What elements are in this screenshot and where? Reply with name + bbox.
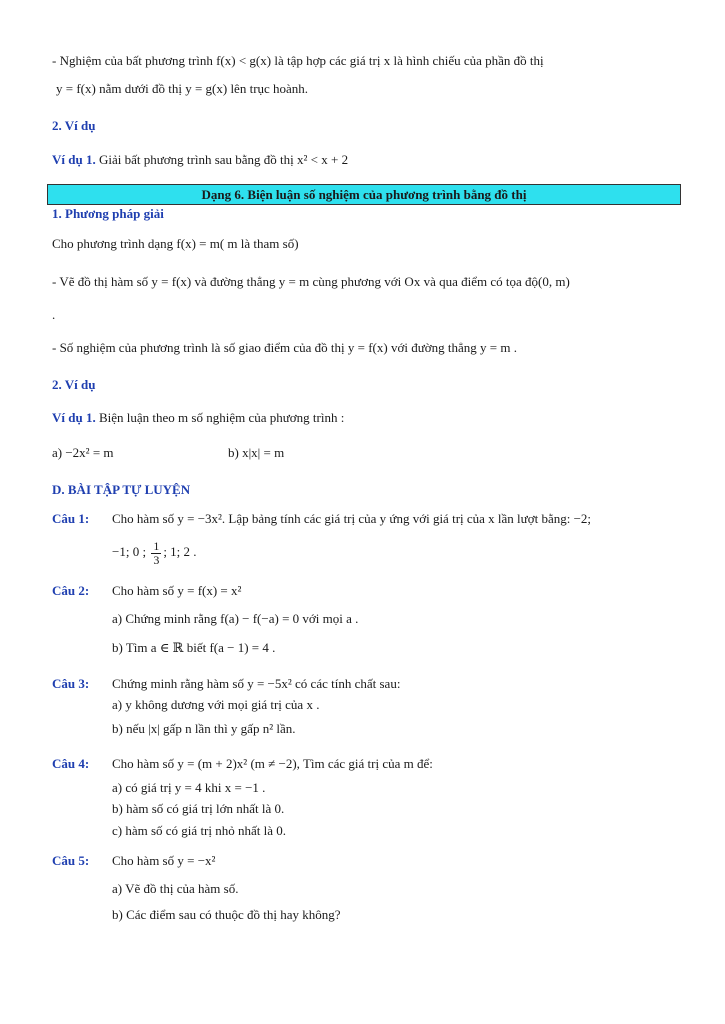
question-4-text: Cho hàm số y = (m + 2)x² (m ≠ −2), Tìm các giá trị của m để: — [112, 756, 433, 771]
paragraph-nghiem-line1: - Nghiệm của bất phương trình f(x) < g(x) là tập hợp các giá trị x là hình chiếu của phần đồ thị — [52, 53, 544, 68]
question-4-part-b: b) hàm số có giá trị lớn nhất là 0. — [112, 801, 285, 816]
question-3-part-a: a) y không dương với mọi giá trị của x . — [112, 697, 320, 712]
heading-vidu-a: 2. Ví dụ — [52, 118, 96, 133]
ppg-line1: Cho phương trình dạng f(x) = m( m là tham số) — [52, 236, 299, 251]
question-4-part-a: a) có giá trị y = 4 khi x = −1 . — [112, 780, 266, 795]
question-5-label: Câu 5: — [52, 853, 90, 868]
question-1-values — [112, 538, 197, 567]
question-5 — [52, 852, 682, 870]
question-2-label: Câu 2: — [52, 583, 90, 598]
fraction-one-third — [151, 540, 161, 567]
question-5-part-b: b) Các điểm sau có thuộc đồ thị hay không? — [112, 907, 341, 922]
paragraph-nghiem-line2: y = f(x) nằm dưới đồ thị y = g(x) lên trục hoành. — [56, 81, 309, 96]
question-3-text: Chứng minh rằng hàm số y = −5x² có các tính chất sau: — [112, 676, 401, 691]
question-2 — [52, 582, 682, 600]
ppg-line2: - Vẽ đồ thị hàm số y = f(x) và đường thẳng y = m cùng phương với Ox và qua điểm có tọa độ(0, m) — [52, 274, 570, 289]
section-banner-dang6: Dạng 6. Biện luận số nghiệm của phương trình bằng đồ thị — [47, 184, 681, 205]
heading-phuong-phap-giai: 1. Phương pháp giải — [52, 206, 164, 221]
question-2-part-a: a) Chứng minh rằng f(a) − f(−a) = 0 với mọi a . — [112, 611, 359, 626]
vidu1-a-label: Ví dụ 1. — [52, 152, 96, 167]
question-1 — [52, 510, 682, 528]
question-1-values-post: ; 1; 2 . — [163, 544, 197, 559]
question-4 — [52, 755, 682, 773]
heading-bai-tap-tu-luyen: D. BÀI TẬP TỰ LUYỆN — [52, 482, 191, 497]
question-2-part-b: b) Tìm a ∈ ℝ biết f(a − 1) = 4 . — [112, 640, 276, 655]
question-3-part-b: b) nếu |x| gấp n lần thì y gấp n² lần. — [112, 721, 296, 736]
vidu1-b-label: Ví dụ 1. — [52, 410, 96, 425]
question-1-values-pre: −1; 0 ; — [112, 544, 147, 559]
ppg-dot: . — [52, 307, 56, 322]
ppg-line3: - Số nghiệm của phương trình là số giao điểm của đồ thị y = f(x) với đường thẳng y = m . — [52, 340, 517, 355]
question-4-part-c: c) hàm số có giá trị nhỏ nhất là 0. — [112, 823, 287, 838]
vidu1-a-text: Giải bất phương trình sau bằng đồ thị x² < x + 2 — [95, 152, 349, 167]
question-3 — [52, 675, 682, 693]
question-4-label: Câu 4: — [52, 756, 90, 771]
heading-vidu-b: 2. Ví dụ — [52, 377, 96, 392]
vidu1-part-b: b) x|x| = m — [228, 445, 285, 460]
question-3-label: Câu 3: — [52, 676, 90, 691]
question-5-part-a: a) Vẽ đồ thị của hàm số. — [112, 881, 239, 896]
vidu1-a-line — [52, 151, 348, 169]
question-1-text: Cho hàm số y = −3x². Lập bảng tính các giá trị của y ứng với giá trị của x lần lượt bằng: −2; — [112, 511, 592, 526]
question-1-label: Câu 1: — [52, 511, 90, 526]
vidu1-b-line — [52, 409, 344, 427]
vidu1-part-a: a) −2x² = m — [52, 445, 114, 460]
question-2-text: Cho hàm số y = f(x) = x² — [112, 583, 242, 598]
fraction-denominator: 3 — [153, 552, 160, 567]
question-5-text: Cho hàm số y = −x² — [112, 853, 216, 868]
vidu1-b-text: Biện luận theo m số nghiệm của phương trình : — [95, 410, 345, 425]
fraction-numerator: 1 — [153, 538, 160, 553]
